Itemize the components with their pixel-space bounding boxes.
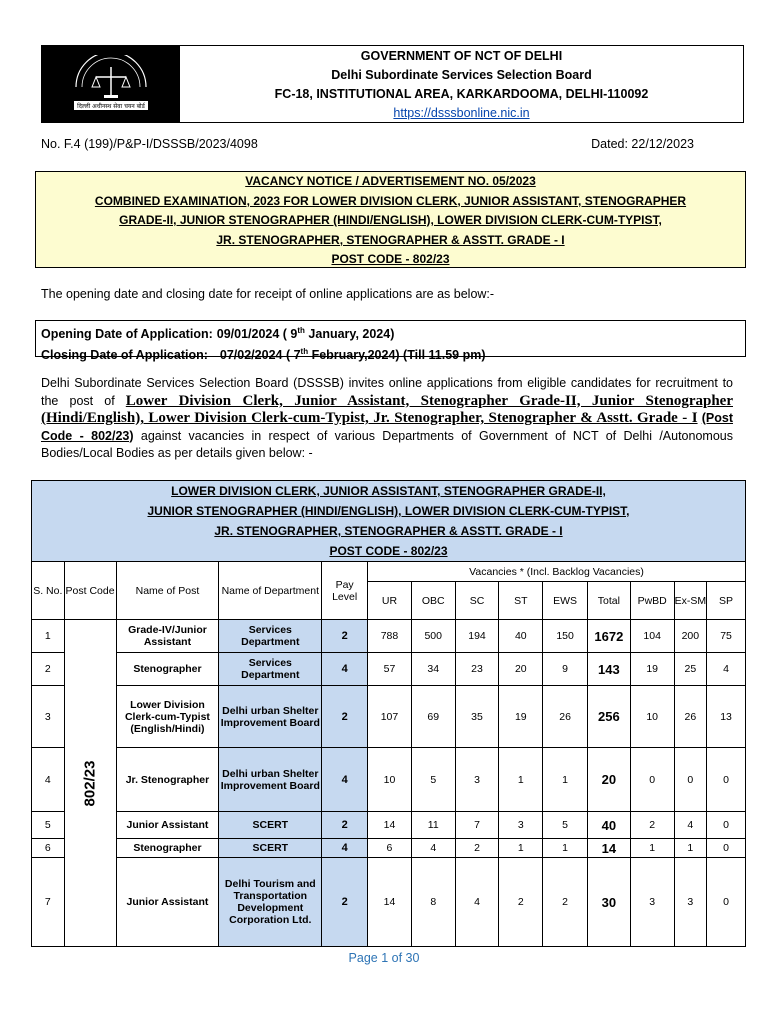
row-vacancy-count: 69 [411, 686, 455, 748]
col-postcode: Post Code [64, 562, 116, 620]
row-vacancy-count: 2 [543, 858, 588, 947]
row-vacancy-count: 2 [630, 812, 674, 839]
letterhead [41, 45, 744, 123]
file-number: No. F.4 (199)/P&P-I/DSSSB/2023/4098 [41, 137, 258, 151]
vacancy-table: LOWER DIVISION CLERK, JUNIOR ASSISTANT, STENOGRAPHER GRADE-II, JUNIOR STENOGRAPHER (HINDI/ENGLISH), LOWER DIVISION CLERK-CUM-TYPIST, JR. STENOGRAPHER, STENOGRAPHER & ASSTT. GRADE - I POST CODE - 802/23 S. No. Post Code Name of Post Name of Department Pay Level Vacancies * (Incl. Backlog Vacancies) UR OBC SC ST EWS Total PwBD Ex-SM SP 1 802/23 Grade-IV/Junior Assistant Services Department 2 788 500 194 40 150 1672 104 200 75 2 Stenographer Services Department 4 57 34 23 20 9 143 19 25 4 3 Lower Division Clerk-cum-Typist (English/Hindi) Delhi urban Shelter Improvement Board 2 107 69 35 19 26 256 10 26 13 4 Jr. Stenographer Delhi urban Shelter Improvement Board 4 10 5 3 1 1 20 0 0 0 5 Junior Assistant SCERT 2 14 11 7 3 5 40 2 4 0 6 Stenographer SCERT 4 6 4 2 1 1 14 1 1 0 7 Junior Assistant Delhi Tourism and Transportation Development Corporation Ltd. 2 14 8 4 2 2 30 3 3 0 [31, 480, 746, 947]
row-department: Delhi Tourism and Transportation Development Corporation Ltd. [219, 858, 322, 947]
row-vacancy-count: 75 [707, 620, 746, 653]
row-vacancy-count: 10 [368, 748, 412, 812]
table-row [32, 653, 746, 686]
row-pay-level: 4 [322, 748, 368, 812]
table-row [32, 620, 746, 653]
post-list: Lower Division Clerk, Junior Assistant, Stenographer Grade-II, Junior Stenographer (Hindi/English), Lower Division Clerk-cum-Typist, Jr. Stenographer, Stenographer & Asstt. Grade - I [41, 392, 733, 426]
row-post-name: Jr. Stenographer [116, 748, 219, 812]
row-vacancy-count: 107 [368, 686, 412, 748]
row-vacancy-count: 4 [411, 839, 455, 858]
govt-name: GOVERNMENT OF NCT OF DELHI [360, 49, 563, 63]
row-sno: 2 [32, 653, 65, 686]
row-department: SCERT [219, 839, 322, 858]
row-vacancy-count: 0 [674, 748, 707, 812]
row-pay-level: 2 [322, 620, 368, 653]
row-post-name: Stenographer [116, 653, 219, 686]
row-vacancy-count: 1 [499, 839, 543, 858]
row-vacancy-count: 0 [707, 839, 746, 858]
invitation-paragraph: Delhi Subordinate Services Selection Board (DSSSB) invites online applications from eligible candidates for recruitment to the post of Lower Division Clerk, Junior Assistant, Stenographer Grade-II, Junior Stenographer (Hindi/English), Lower Division Clerk-cum-Typist, Jr. Stenographer, Stenographer & Asstt. Grade - I (Post Code - 802/23) against vacancies in respect of various Departments of Government of NCT of Delhi /Autonomous Bodies/Local Bodies as per details given below: - [41, 376, 733, 460]
row-post-name: Junior Assistant [116, 812, 219, 839]
row-total: 1672 [588, 620, 631, 653]
row-vacancy-count: 788 [368, 620, 412, 653]
table-row [32, 686, 746, 748]
row-vacancy-count: 13 [707, 686, 746, 748]
row-vacancy-count: 20 [499, 653, 543, 686]
board-name: Delhi Subordinate Services Selection Board [331, 68, 592, 82]
row-total: 143 [588, 653, 631, 686]
row-vacancy-count: 3 [499, 812, 543, 839]
row-vacancy-count: 0 [707, 858, 746, 947]
svg-text:दिल्ली अधीनस्थ सेवा चयन बोर्ड: दिल्ली अधीनस्थ सेवा चयन बोर्ड [77, 103, 145, 110]
row-vacancy-count: 26 [543, 686, 588, 748]
row-vacancy-count: 0 [630, 748, 674, 812]
row-vacancy-count: 150 [543, 620, 588, 653]
row-total: 20 [588, 748, 631, 812]
row-vacancy-count: 7 [455, 812, 499, 839]
application-dates-box [35, 320, 746, 363]
row-vacancy-count: 3 [630, 858, 674, 947]
row-department: Services Department [219, 653, 322, 686]
row-vacancy-count: 1 [630, 839, 674, 858]
row-pay-level: 4 [322, 839, 368, 858]
row-vacancy-count: 3 [455, 748, 499, 812]
page-number: Page 1 of 30 [348, 951, 420, 965]
row-vacancy-count: 0 [707, 812, 746, 839]
row-post-name: Stenographer [116, 839, 219, 858]
row-total: 14 [588, 839, 631, 858]
vacancy-notice-box [35, 171, 746, 268]
row-vacancy-count: 2 [499, 858, 543, 947]
row-post-name: Junior Assistant [116, 858, 219, 947]
row-vacancy-count: 9 [543, 653, 588, 686]
row-pay-level: 2 [322, 686, 368, 748]
row-vacancy-count: 14 [368, 812, 412, 839]
table-caption: LOWER DIVISION CLERK, JUNIOR ASSISTANT, STENOGRAPHER GRADE-II, JUNIOR STENOGRAPHER (HINDI/ENGLISH), LOWER DIVISION CLERK-CUM-TYPIST, JR. STENOGRAPHER, STENOGRAPHER & ASSTT. GRADE - I POST CODE - 802/23 [32, 481, 746, 562]
row-department: Delhi urban Shelter Improvement Board [219, 748, 322, 812]
row-vacancy-count: 2 [455, 839, 499, 858]
row-sno: 5 [32, 812, 65, 839]
row-vacancy-count: 0 [707, 748, 746, 812]
row-vacancy-count: 500 [411, 620, 455, 653]
website-link[interactable]: https://dsssbonline.nic.in [393, 106, 530, 120]
table-row [32, 812, 746, 839]
row-vacancy-count: 19 [630, 653, 674, 686]
row-post-name: Lower Division Clerk-cum-Typist (English/Hindi) [116, 686, 219, 748]
row-total: 40 [588, 812, 631, 839]
row-pay-level: 2 [322, 812, 368, 839]
row-vacancy-count: 194 [455, 620, 499, 653]
row-department: Delhi urban Shelter Improvement Board [219, 686, 322, 748]
notice-line-1: COMBINED EXAMINATION, 2023 FOR LOWER DIVISION CLERK, JUNIOR ASSISTANT, STENOGRAPHER [94, 193, 687, 208]
row-vacancy-count: 10 [630, 686, 674, 748]
row-vacancy-count: 4 [674, 812, 707, 839]
row-pay-level: 2 [322, 858, 368, 947]
col-vacancies: Vacancies * (Incl. Backlog Vacancies) [368, 562, 746, 582]
row-vacancy-count: 4 [707, 653, 746, 686]
col-sno: S. No. [32, 562, 65, 620]
row-vacancy-count: 23 [455, 653, 499, 686]
reference-line [41, 137, 694, 151]
row-vacancy-count: 5 [543, 812, 588, 839]
row-department: Services Department [219, 620, 322, 653]
row-pay-level: 4 [322, 653, 368, 686]
row-vacancy-count: 1 [543, 839, 588, 858]
opening-date-row: Opening Date of Application: 09/01/2024 ( 9th January, 2024) [41, 326, 395, 342]
table-row [32, 858, 746, 947]
row-sno: 3 [32, 686, 65, 748]
col-department: Name of Department [219, 562, 322, 620]
notice-date: Dated: 22/12/2023 [591, 137, 694, 151]
row-vacancy-count: 200 [674, 620, 707, 653]
table-row [32, 839, 746, 858]
row-vacancy-count: 26 [674, 686, 707, 748]
letterhead-text [180, 46, 743, 123]
dsssb-logo [42, 46, 180, 122]
row-sno: 4 [32, 748, 65, 812]
closing-date-row: Closing Date of Application: 07/02/2024 ( 7th February,2024) (Till 11.59 pm) [41, 347, 486, 363]
row-vacancy-count: 14 [368, 858, 412, 947]
row-vacancy-count: 1 [499, 748, 543, 812]
row-department: SCERT [219, 812, 322, 839]
row-sno: 7 [32, 858, 65, 947]
row-total: 256 [588, 686, 631, 748]
row-sno: 1 [32, 620, 65, 653]
row-vacancy-count: 8 [411, 858, 455, 947]
table-body [32, 620, 746, 947]
intro-text: The opening date and closing date for receipt of online applications are as below:- [41, 287, 495, 301]
notice-post-code: POST CODE - 802/23 [331, 252, 450, 266]
row-vacancy-count: 35 [455, 686, 499, 748]
post-code-cell: 802/23 [64, 620, 116, 947]
row-total: 30 [588, 858, 631, 947]
notice-title: VACANCY NOTICE / ADVERTISEMENT NO. 05/2023 [245, 174, 536, 188]
notice-line-3: JR. STENOGRAPHER, STENOGRAPHER & ASSTT. GRADE - I [216, 232, 565, 247]
board-address: FC-18, INSTITUTIONAL AREA, KARKARDOOMA, DELHI-110092 [274, 87, 649, 101]
row-vacancy-count: 1 [674, 839, 707, 858]
table-row [32, 748, 746, 812]
row-vacancy-count: 34 [411, 653, 455, 686]
row-vacancy-count: 3 [674, 858, 707, 947]
row-vacancy-count: 57 [368, 653, 412, 686]
row-vacancy-count: 25 [674, 653, 707, 686]
col-post-name: Name of Post [116, 562, 219, 620]
row-post-name: Grade-IV/Junior Assistant [116, 620, 219, 653]
col-pay-level: Pay Level [322, 562, 368, 620]
inline-post-code: (Post Code - 802/23) [41, 411, 733, 443]
row-sno: 6 [32, 839, 65, 858]
row-vacancy-count: 19 [499, 686, 543, 748]
row-vacancy-count: 5 [411, 748, 455, 812]
row-vacancy-count: 1 [543, 748, 588, 812]
row-vacancy-count: 40 [499, 620, 543, 653]
notice-line-2: GRADE-II, JUNIOR STENOGRAPHER (HINDI/ENGLISH), LOWER DIVISION CLERK-CUM-TYPIST, [119, 213, 662, 227]
row-vacancy-count: 6 [368, 839, 412, 858]
row-vacancy-count: 11 [411, 812, 455, 839]
row-vacancy-count: 4 [455, 858, 499, 947]
row-vacancy-count: 104 [630, 620, 674, 653]
